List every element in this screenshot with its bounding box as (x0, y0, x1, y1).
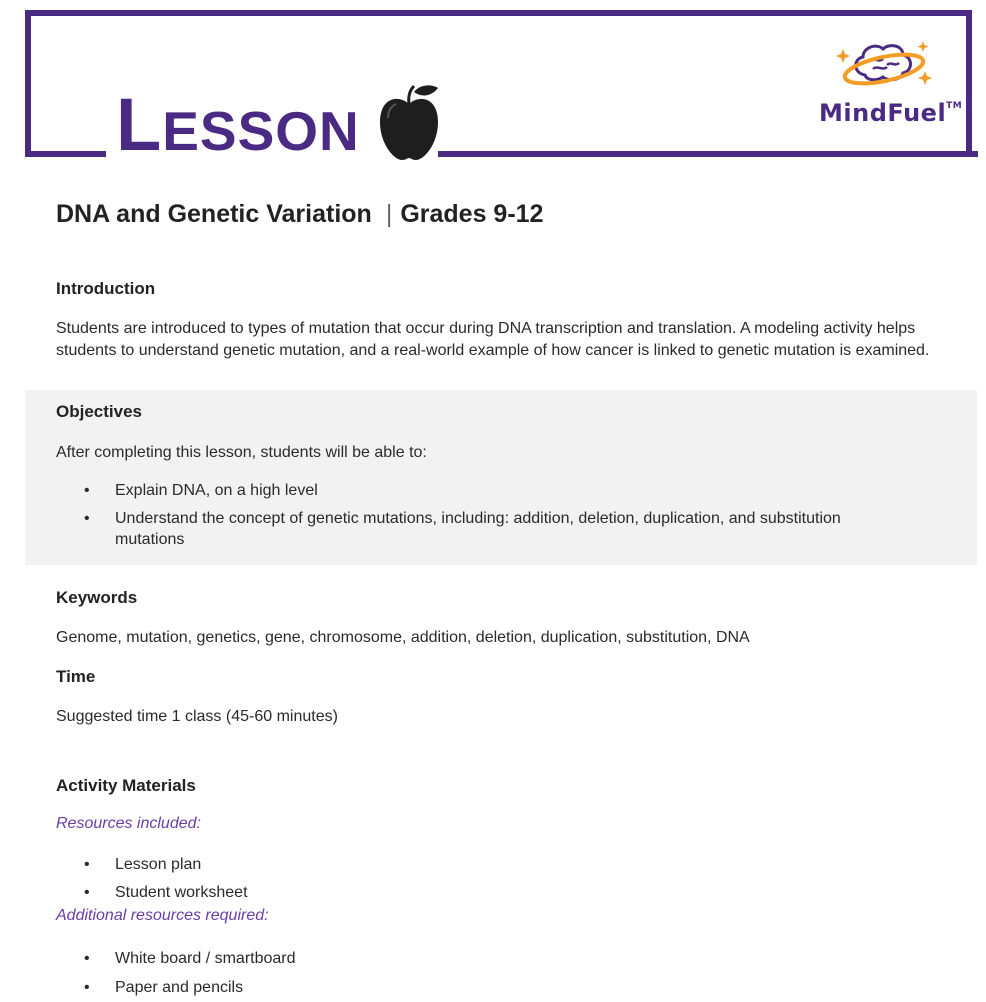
trademark: TM (946, 101, 963, 111)
additional-resources-list (56, 944, 296, 1002)
introduction-heading: Introduction (56, 279, 156, 298)
mindfuel-logo (815, 35, 963, 135)
apple-icon (376, 82, 442, 162)
keywords-heading: Keywords (56, 588, 138, 607)
included-resources-list (56, 851, 248, 907)
page-title: DNA and Genetic Variation | Grades 9-12 (56, 200, 544, 228)
list-item: • Student worksheet (84, 884, 248, 901)
introduction-text: Students are introduced to types of mutation that occur during DNA transcription and translation. A modeling activity helps students to understand genetic mutation, and a real-world example of how cancer is linked to genetic mutation is examined. (56, 320, 930, 359)
header-rule-right (438, 151, 978, 157)
objectives-lead: After completing this lesson, students will be able to: (56, 444, 427, 461)
time-text: Suggested time 1 class (45-60 minutes) (56, 708, 338, 725)
brand-name: MindFuel (819, 99, 947, 127)
list-item: • White board / smartboard (84, 950, 296, 967)
time-heading: Time (56, 667, 96, 686)
objectives-heading: Objectives (56, 402, 142, 421)
list-item: • Understand the concept of genetic mutations, including: addition, deletion, duplication, and substitution mutations (84, 510, 841, 548)
lesson-heading: LESSON (116, 83, 360, 166)
keywords-text: Genome, mutation, genetics, gene, chromosome, addition, deletion, duplication, substitution, DNA (56, 629, 750, 646)
header-rule-left (25, 151, 106, 157)
resources-included-label: Resources included: (56, 815, 201, 832)
list-item: • Lesson plan (84, 856, 202, 873)
objectives-list (56, 480, 936, 550)
additional-resources-label: Additional resources required: (56, 907, 269, 924)
materials-heading: Activity Materials (56, 776, 196, 795)
brain-icon (831, 35, 941, 97)
list-item: • Paper and pencils (84, 979, 244, 996)
list-item: • Explain DNA, on a high level (84, 482, 318, 499)
